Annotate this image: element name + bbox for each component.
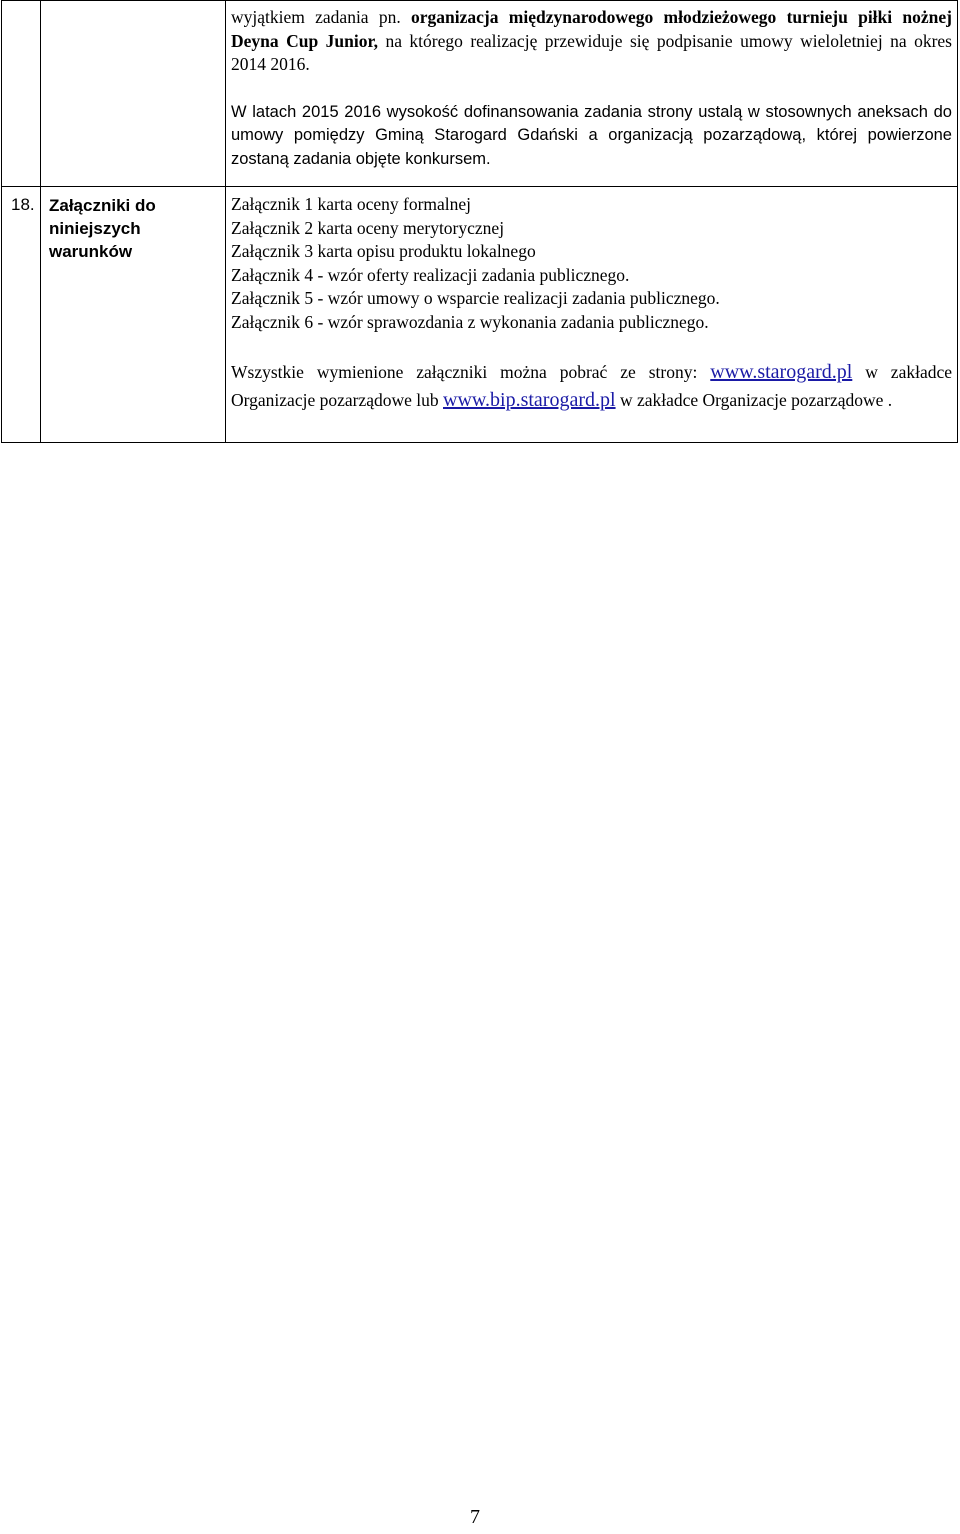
list-item: Załącznik 5 - wzór umowy o wsparcie realizacji zadania publicznego. — [231, 288, 720, 308]
download-paragraph — [231, 358, 952, 414]
content-cell — [226, 1, 958, 187]
section-number: 18. — [2, 187, 41, 443]
task-name-bold: organizacja międzynarodowego młodzieżowego turnieju piłki nożnej Deyna Cup Junior, — [231, 7, 952, 51]
download-text: Wszystkie wymienione załączniki można pobrać ze strony: — [231, 362, 711, 382]
table-row — [2, 187, 958, 443]
title-line: warunków — [49, 242, 133, 261]
paragraph-text: na którego realizację przewiduje się podpisanie umowy wieloletniej na okres 2014 2016. — [231, 30, 952, 74]
bip-starogard-link[interactable]: www.bip.starogard.pl — [443, 389, 616, 411]
section-title — [41, 187, 226, 443]
title-cell — [41, 1, 226, 187]
list-item: Załącznik 3 karta opisu produktu lokalnego — [231, 241, 536, 261]
list-item: Załącznik 6 - wzór sprawozdania z wykonania zadania publicznego. — [231, 311, 709, 332]
download-text: w zakładce Organizacje pozarządowe lub — [231, 362, 953, 410]
attachments-cell — [226, 187, 958, 443]
list-item: Załącznik 4 - wzór oferty realizacji zadania publicznego. — [231, 264, 630, 285]
download-text: w zakładce Organizacje pozarządowe . — [615, 390, 893, 410]
list-item: Załącznik 2 karta oceny merytorycznej — [231, 217, 505, 238]
list-item: Załącznik 1 karta oceny formalnej — [231, 194, 472, 214]
conditions-table — [1, 0, 958, 443]
page-number: 7 — [470, 1506, 480, 1528]
deyna-cup-paragraph — [231, 6, 952, 77]
title-line: Załączniki do — [49, 196, 156, 215]
table-row — [2, 1, 958, 187]
starogard-link[interactable]: www.starogard.pl — [710, 361, 853, 383]
attachments-list — [231, 193, 952, 334]
number-cell — [2, 1, 41, 187]
cofinancing-paragraph: W latach 2015 2016 wysokość dofinansowania zadania strony ustalą w stosownych aneksach do umowy pomiędzy Gminą Starogard Gdański a organizacją pozarządową, której powierzone zostaną zadania objęte konkursem. — [231, 102, 952, 168]
title-line: niniejszych — [49, 219, 141, 238]
paragraph-text: wyjątkiem zadania pn. — [231, 7, 411, 27]
